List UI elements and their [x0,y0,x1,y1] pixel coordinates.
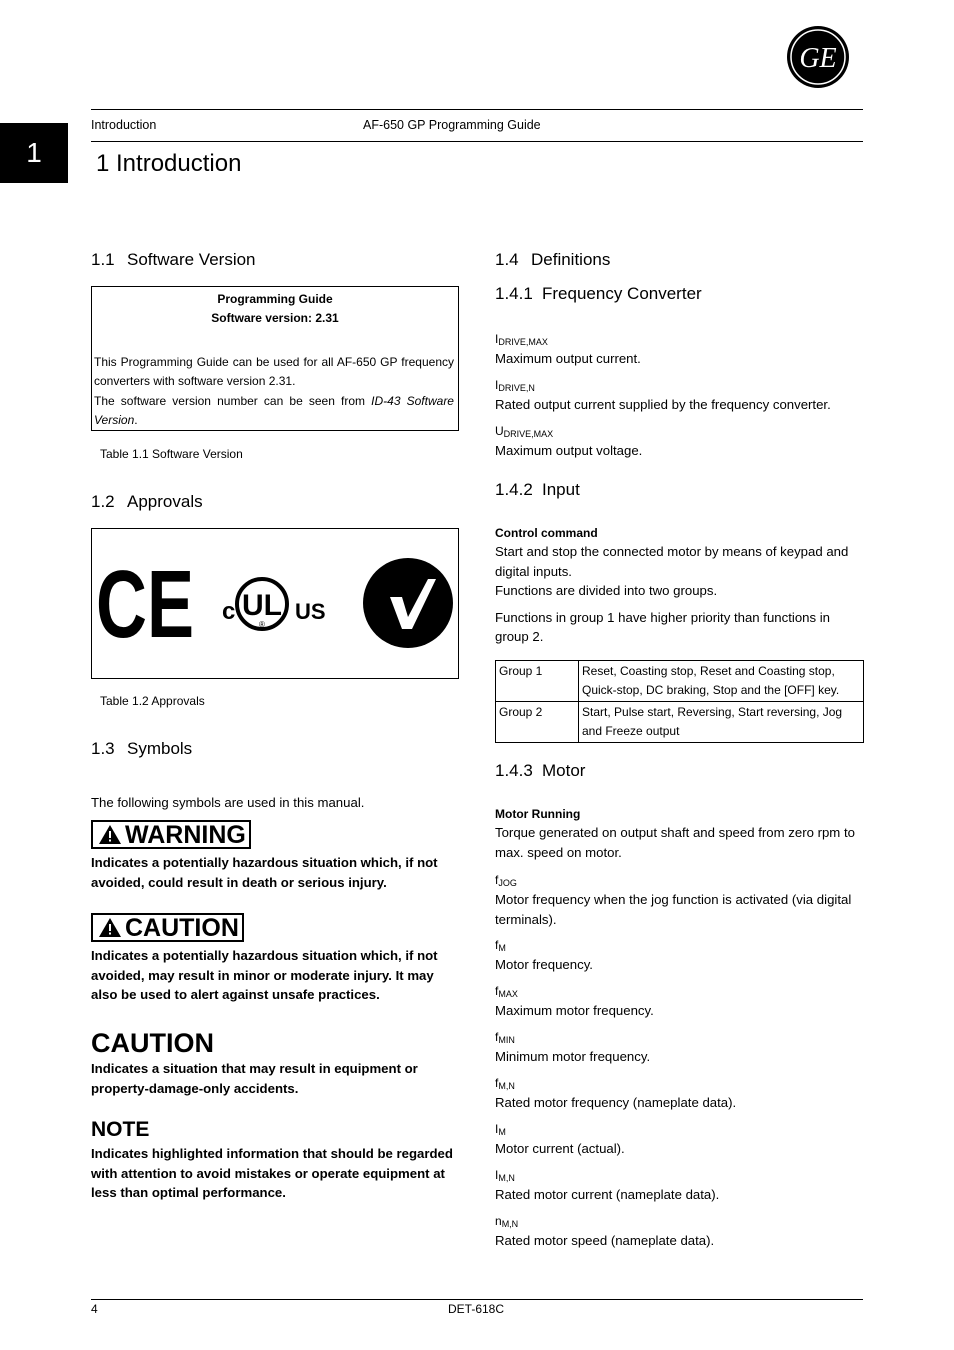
term-item [495,378,863,424]
group-desc-cell: Start, Pulse start, Reversing, Start reversing, Jog and Freeze output [579,702,864,743]
term-item [495,1076,863,1122]
footer-rule [91,1299,863,1300]
section-title: Symbols [127,739,193,758]
term-item [495,938,863,984]
section-title: Definitions [531,250,611,269]
caution-plain-text: Indicates a situation that may result in equipment or property-damage-only accidents. [91,1061,418,1096]
motor-running-text: Torque generated on output shaft and speed from zero rpm to max. speed on motor. [495,825,855,860]
subsection-title: Frequency Converter [542,284,702,303]
term-description: Minimum motor frequency. [495,1049,651,1064]
parameter-reference: ID-43 Software Version [94,393,454,427]
term-description: Maximum motor frequency. [495,1003,654,1018]
software-version-box [91,286,459,431]
term-symbol: n [495,1214,502,1228]
term-subscript: MAX [498,989,518,999]
subsection-title: Input [542,480,580,499]
caution-text: Indicates a potentially hazardous situation which, if not avoided, may result in minor or moderate injury. It may also be used to alert against unsafe practices. [91,948,438,1002]
term-item [495,984,863,1030]
term-item [495,873,863,938]
term-subscript: DRIVE,N [498,383,535,393]
warning-triangle-icon [98,824,122,845]
term-symbol: f [495,938,499,952]
term-subscript: M,N [501,1219,519,1229]
registered-text: ® [259,620,265,629]
term-symbol: I [495,1122,499,1136]
group-name-cell: Group 1 [496,661,579,702]
term-subscript: DRIVE,MAX [503,429,554,439]
header-rule-bottom [91,141,863,142]
note-label: NOTE [91,1118,150,1141]
term-subscript: DRIVE,MAX [498,337,548,347]
box-heading-1: Programming Guide [217,292,333,306]
term-description: Motor frequency when the jog function is activated (via digital terminals). [495,892,852,927]
term-subscript: M [498,1127,506,1137]
box-text-1: This Programming Guide can be used for all AF-650 GP frequency converters with software version 2.31. [94,355,454,389]
term-subscript: MIN [498,1035,515,1045]
ce-mark-icon [96,561,196,643]
document-id: DET-618C [448,1302,505,1316]
term-subscript: M,N [498,1081,515,1091]
control-command-text-2: Functions are divided into two groups. [495,583,718,598]
table-row [496,702,864,743]
cul-us-mark-icon [222,569,332,639]
motor-terms [495,873,863,1260]
caution-triangle-icon [98,917,122,938]
header-section: Introduction [91,118,157,132]
section-number: 1.4 [495,250,519,269]
chapter-title: 1 Introduction [96,150,242,177]
section-heading-software-version [91,250,256,270]
box-text-2: The software version number can be seen from [94,393,372,408]
ce-text: CE [96,561,194,643]
term-description: Maximum output voltage. [495,443,643,458]
subsection-number: 1.4.2 [495,480,533,499]
section-number: 1.3 [91,739,115,758]
approvals-box [91,528,459,679]
motor-running-label: Motor Running [495,807,581,821]
table-caption-software: Table 1.1 Software Version [100,447,243,461]
ul-us-text: US [295,599,326,624]
term-symbol: f [495,1030,499,1044]
subsection-number: 1.4.3 [495,761,533,780]
group-name-cell: Group 2 [496,702,579,743]
control-command-block [495,525,863,647]
term-description: Maximum output current. [495,351,641,366]
term-description: Motor frequency. [495,957,593,972]
header-title: AF-650 GP Programming Guide [363,118,541,132]
frequency-converter-terms [495,332,863,470]
subsection-title: Motor [542,761,586,780]
term-item [495,1168,863,1214]
warning-label: WARNING [125,820,246,849]
section-heading-symbols [91,739,192,759]
term-symbol: I [495,1168,499,1182]
control-command-text-3: Functions in group 1 have higher priority than functions in group 2. [495,609,831,644]
section-number: 1.2 [91,492,115,511]
subsection-heading-frequency-converter [495,284,702,304]
section-number: 1.1 [91,250,115,269]
box-text-2-end: . [134,412,138,427]
motor-running-block [495,806,863,862]
section-title: Software Version [127,250,256,269]
caution-label-box [91,913,244,942]
term-symbol: f [495,873,499,887]
ul-text: UL [242,589,282,622]
term-symbol: U [495,424,504,438]
page-number: 4 [91,1302,98,1316]
term-description: Rated output current supplied by the frequency converter. [495,397,831,412]
term-item [495,332,863,378]
function-groups-table [495,660,864,743]
box-heading-2: Software version: 2.31 [211,311,339,325]
caution-plain-label: CAUTION [91,1028,214,1058]
control-command-label: Control command [495,526,598,540]
term-description: Rated motor frequency (nameplate data). [495,1095,737,1110]
logo-text: GE [799,43,837,74]
header-rule-top [91,109,863,110]
ul-c-text: c [222,598,236,625]
term-item [495,1030,863,1076]
term-item [495,1214,863,1260]
subsection-heading-motor [495,761,585,781]
caution-label: CAUTION [125,913,239,942]
table-row [496,661,864,702]
group-desc-cell: Reset, Coasting stop, Reset and Coasting stop, Quick-stop, DC braking, Stop and the [OFF] key. [579,661,864,702]
term-subscript: M [498,943,506,953]
term-description: Rated motor speed (nameplate data). [495,1233,715,1248]
c-tick-mark-icon [362,557,454,649]
section-heading-definitions [495,250,610,270]
term-subscript: JOG [498,878,517,888]
section-heading-approvals [91,492,203,512]
term-item [495,424,863,470]
term-symbol: f [495,984,499,998]
warning-label-box [91,820,251,849]
warning-text: Indicates a potentially hazardous situation which, if not avoided, could result in death or serious injury. [91,855,438,890]
symbols-intro: The following symbols are used in this manual. [91,795,365,810]
term-description: Rated motor current (nameplate data). [495,1187,720,1202]
term-symbol: I [495,378,499,392]
control-command-text-1: Start and stop the connected motor by means of keypad and digital inputs. [495,544,849,579]
note-text: Indicates highlighted information that should be regarded with attention to avoid mistakes or operate equipment at less than optimal performance. [91,1146,453,1200]
term-item [495,1122,863,1168]
subsection-number: 1.4.1 [495,284,533,303]
ge-logo [786,25,850,89]
table-caption-approvals: Table 1.2 Approvals [100,694,205,708]
term-description: Motor current (actual). [495,1141,625,1156]
section-title: Approvals [127,492,203,511]
term-symbol: I [495,332,499,346]
chapter-tab: 1 [0,123,68,183]
subsection-heading-input [495,480,580,500]
term-symbol: f [495,1076,499,1090]
term-subscript: M,N [498,1173,515,1183]
